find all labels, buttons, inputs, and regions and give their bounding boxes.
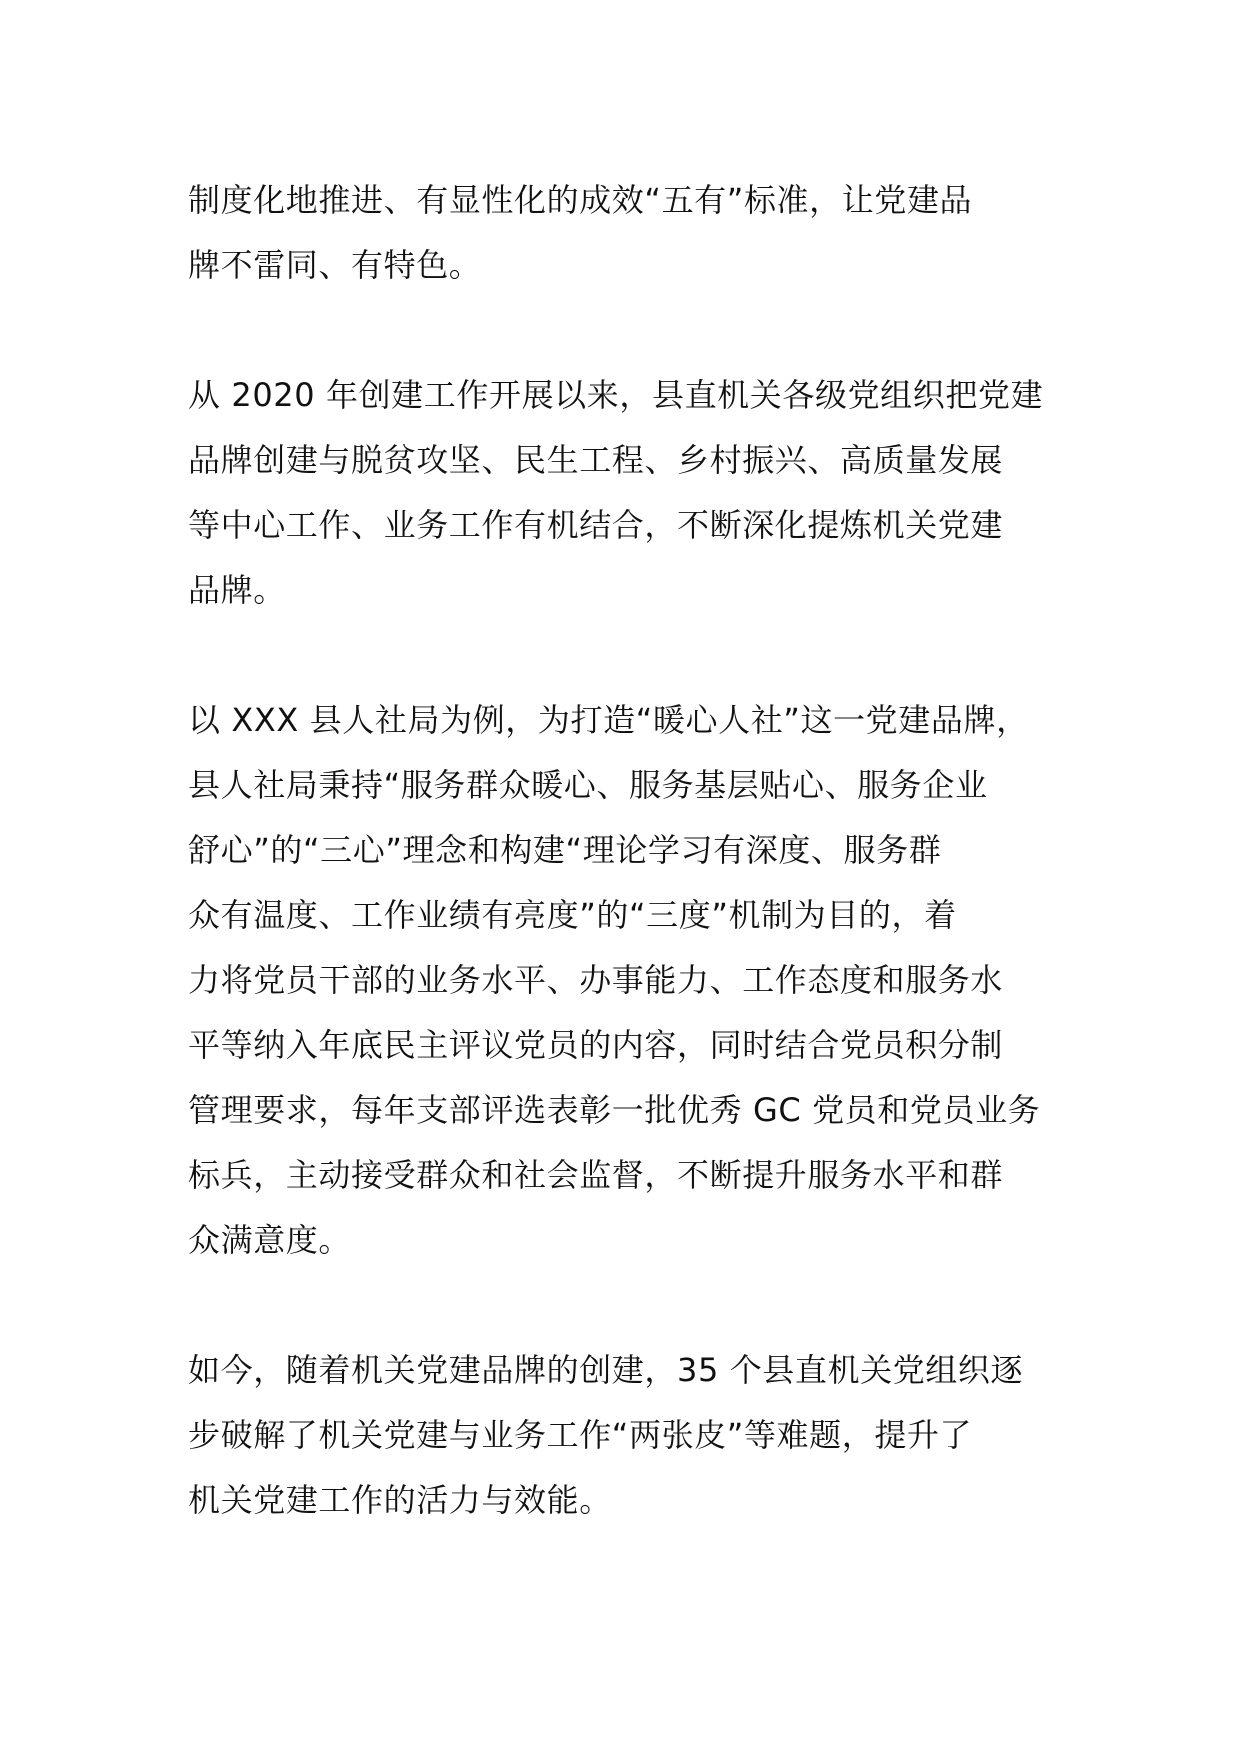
paragraph-spacer [188, 623, 1068, 688]
paragraph-line: 管理要求，每年支部评选表彰一批优秀 GC 党员和党员业务 [188, 1091, 1041, 1129]
paragraph-spacer [188, 298, 1068, 363]
paragraph-line: 舒心”的“三心”理念和构建“理论学习有深度、服务群 [188, 831, 942, 869]
paragraph-2 [188, 363, 1068, 623]
paragraph-4 [188, 1338, 1068, 1533]
paragraph-line: 制度化地推进、有显性化的成效“五有”标准，让党建品 [188, 181, 973, 219]
paragraph-line: 县人社局秉持“服务群众暖心、服务基层贴心、服务企业 [188, 766, 988, 804]
paragraph-line: 众有温度、工作业绩有亮度”的“三度”机制为目的，着 [188, 896, 957, 934]
paragraph-spacer [188, 1273, 1068, 1338]
paragraph-line: 机关党建工作的活力与效能。 [188, 1481, 612, 1519]
paragraph-line: 牌不雷同、有特色。 [188, 246, 482, 284]
paragraph-line: 从 2020 年创建工作开展以来，县直机关各级党组织把党建 [188, 376, 1044, 414]
paragraph-line: 品牌。 [188, 571, 286, 609]
paragraph-line: 如今，随着机关党建品牌的创建，35 个县直机关党组织逐 [188, 1351, 1024, 1389]
paragraph-line: 标兵，主动接受群众和社会监督，不断提升服务水平和群 [188, 1156, 1004, 1194]
paragraph-3 [188, 688, 1068, 1273]
paragraph-1 [188, 168, 1068, 298]
paragraph-line: 步破解了机关党建与业务工作“两张皮”等难题，提升了 [188, 1416, 973, 1454]
paragraph-line: 平等纳入年底民主评议党员的内容，同时结合党员积分制 [188, 1026, 1004, 1064]
paragraph-line: 力将党员干部的业务水平、办事能力、工作态度和服务水 [188, 961, 1004, 999]
paragraph-line: 品牌创建与脱贫攻坚、民生工程、乡村振兴、高质量发展 [188, 441, 1004, 479]
paragraph-line: 众满意度。 [188, 1221, 352, 1259]
paragraph-line: 以 XXX 县人社局为例，为打造“暖心人社”这一党建品牌， [188, 701, 1029, 739]
paragraph-line: 等中心工作、业务工作有机结合，不断深化提炼机关党建 [188, 506, 1004, 544]
document-body [188, 168, 1068, 1533]
